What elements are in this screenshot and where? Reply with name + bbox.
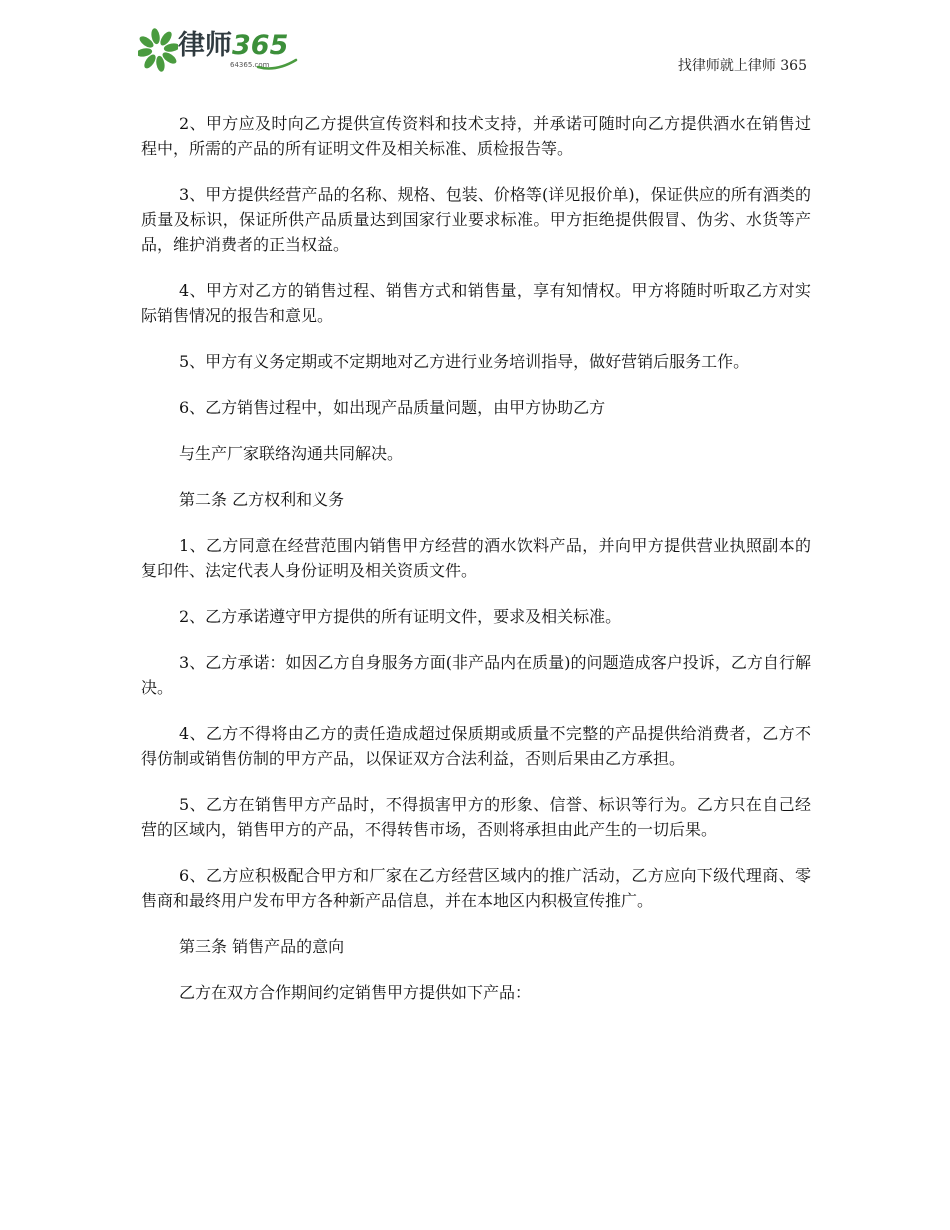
clause-paragraph: 5、甲方有义务定期或不定期地对乙方进行业务培训指导，做好营销后服务工作。 — [179, 352, 750, 371]
logo-domain: 64365.com — [230, 61, 270, 69]
clause-paragraph: 4、乙方不得将由乙方的责任造成超过保质期或质量不完整的产品提供给消费者，乙方不得仿制或销售仿制的甲方产品，以保证双方合法利益，否则后果由乙方承担。 — [141, 724, 811, 768]
clause-paragraph: 1、乙方同意在经营范围内销售甲方经营的酒水饮料产品，并向甲方提供营业执照副本的复印件、法定代表人身份证明及相关资质文件。 — [141, 536, 811, 580]
logo-text: 律师 — [178, 30, 232, 61]
swoosh-icon — [256, 58, 298, 70]
header-tagline: 找律师就上律师 365 — [677, 58, 807, 74]
clause-paragraph: 6、乙方销售过程中，如出现产品质量问题，由甲方协助乙方 — [179, 398, 606, 417]
clause-paragraph: 乙方在双方合作期间约定销售甲方提供如下产品： — [179, 983, 532, 1002]
clause-paragraph: 2、甲方应及时向乙方提供宣传资料和技术支持，并承诺可随时向乙方提供酒水在销售过程中，所需的产品的所有证明文件及相关标准、质检报告等。 — [141, 114, 811, 158]
clause-paragraph: 5、乙方在销售甲方产品时，不得损害甲方的形象、信誉、标识等行为。乙方只在自己经营的区域内，销售甲方的产品，不得转售市场，否则将承担由此产生的一切后果。 — [141, 795, 811, 839]
page-header — [0, 0, 950, 90]
clause-paragraph: 2、乙方承诺遵守甲方提供的所有证明文件，要求及相关标准。 — [179, 607, 622, 626]
clause-paragraph: 3、甲方提供经营产品的名称、规格、包装、价格等(详见报价单)，保证供应的所有酒类的质量及标识，保证所供产品质量达到国家行业要求标准。甲方拒绝提供假冒、伪劣、水货等产品，维护消费者的正当权益。 — [141, 185, 811, 254]
section-heading: 第三条 销售产品的意向 — [179, 937, 345, 956]
clause-paragraph: 与生产厂家联络沟通共同解决。 — [179, 444, 404, 463]
section-heading: 第二条 乙方权利和义务 — [179, 490, 345, 509]
logo-number: 365 — [232, 30, 289, 61]
document-body — [141, 111, 811, 1026]
clause-paragraph: 6、乙方应积极配合甲方和厂家在乙方经营区域内的推广活动，乙方应向下级代理商、零售商和最终用户发布甲方各种新产品信息，并在本地区内积极宣传推广。 — [141, 866, 811, 910]
clause-paragraph: 4、甲方对乙方的销售过程、销售方式和销售量，享有知情权。甲方将随时听取乙方对实际销售情况的报告和意见。 — [141, 281, 811, 325]
leaf-burst-icon — [138, 28, 178, 72]
lawyer365-logo — [138, 28, 298, 74]
clause-paragraph: 3、乙方承诺：如因乙方自身服务方面(非产品内在质量)的问题造成客户投诉，乙方自行解决。 — [141, 653, 811, 697]
